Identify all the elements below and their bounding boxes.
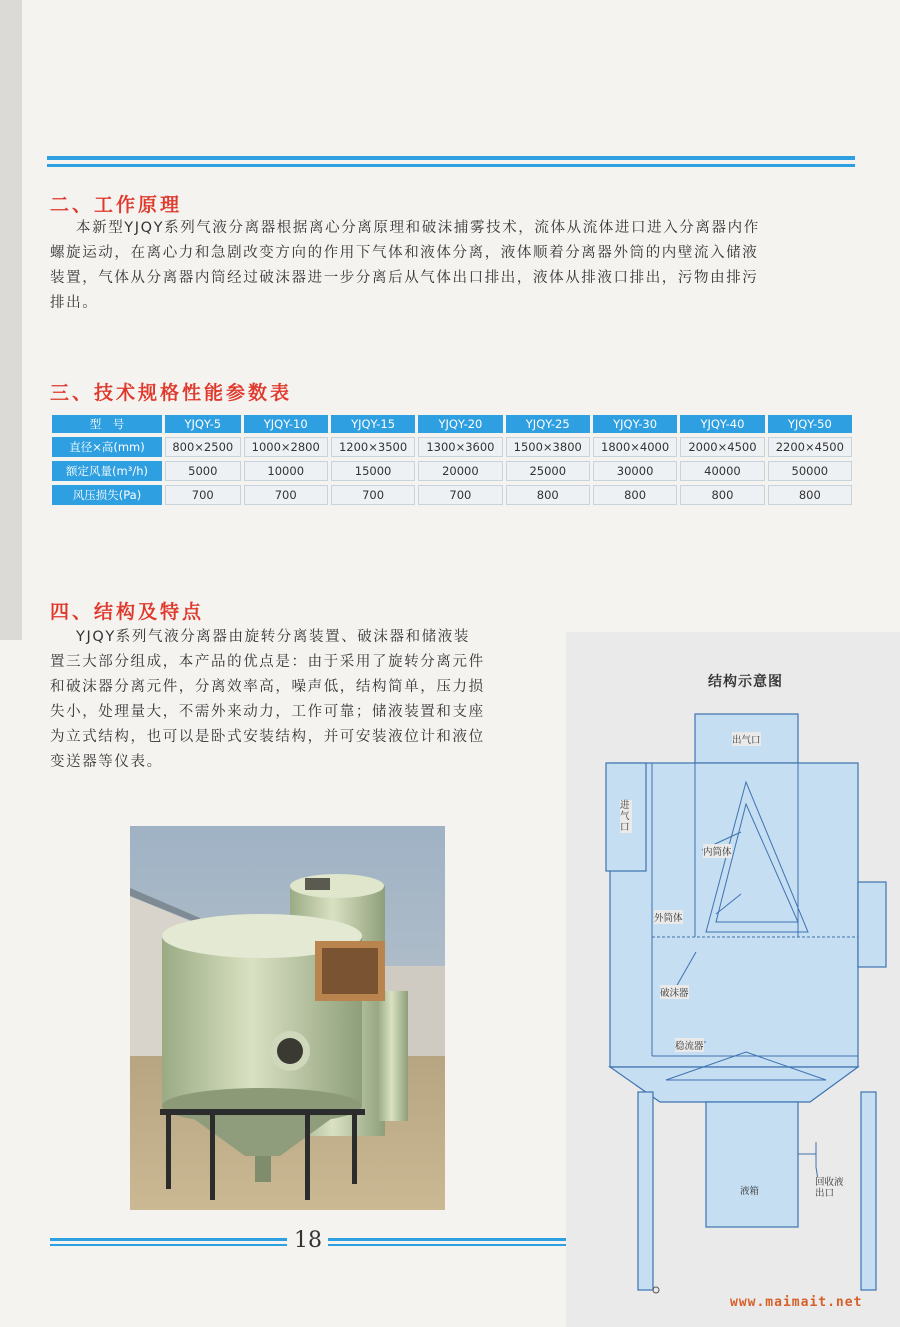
- spec-value-cell: 800×2500: [165, 437, 241, 457]
- spec-row-airflow: [52, 461, 852, 481]
- spec-value-cell: 5000: [165, 461, 241, 481]
- spec-row-label: 额定风量(m³/h): [52, 461, 162, 481]
- spec-value-cell: 800: [768, 485, 852, 505]
- spec-table: [49, 411, 855, 509]
- diagram-label-demister: 破沫器: [660, 985, 689, 999]
- spec-model-cell: YJQY-30: [593, 415, 677, 433]
- section-paragraph-line: YJQY系列气液分离器由旋转分离装置、破沫器和储液装: [76, 629, 471, 645]
- spec-model-cell: YJQY-20: [418, 415, 502, 433]
- spec-row-label: 风压损失(Pa): [52, 485, 162, 505]
- section-paragraph-line: 失小，处理量大，不需外来动力，工作可靠；储液装置和支座: [50, 704, 485, 720]
- section-heading-working-principle: 二、工作原理: [50, 194, 183, 216]
- spec-value-cell: 1200×3500: [331, 437, 415, 457]
- spec-header-label: 型 号: [52, 415, 162, 433]
- spec-header-row: [52, 415, 852, 433]
- spec-value-cell: 15000: [331, 461, 415, 481]
- spec-value-cell: 1800×4000: [593, 437, 677, 457]
- section-paragraph-line: 排出。: [50, 295, 99, 311]
- section-paragraph-line: 装置，气体从分离器内筒经过破沫器进一步分离后从气体出口排出，液体从排液口排出，污物由排污: [50, 270, 759, 286]
- section-heading-structure: 四、结构及特点: [50, 601, 205, 623]
- spec-model-cell: YJQY-40: [680, 415, 764, 433]
- spec-value-cell: 10000: [244, 461, 328, 481]
- spec-model-cell: YJQY-50: [768, 415, 852, 433]
- spec-value-cell: 700: [331, 485, 415, 505]
- website-watermark: www.maimait.net: [730, 1295, 863, 1310]
- section-paragraph-line: 置三大部分组成，本产品的优点是：由于采用了旋转分离元件: [50, 654, 485, 670]
- footer-rule-right: [328, 1238, 566, 1241]
- footer-rule-left-thin: [50, 1244, 287, 1246]
- diagram-label-outlet: 出气口: [732, 732, 761, 746]
- spec-value-cell: 20000: [418, 461, 502, 481]
- spec-value-cell: 700: [244, 485, 328, 505]
- spec-value-cell: 2000×4500: [680, 437, 764, 457]
- spec-value-cell: 700: [418, 485, 502, 505]
- page-edge-shadow: [0, 0, 22, 640]
- section-heading-spec-table: 三、技术规格性能参数表: [50, 382, 293, 404]
- diagram-label-outer-tube: 外筒体: [654, 910, 683, 924]
- section-paragraph-line: 本新型YJQY系列气液分离器根据离心分离原理和破沫捕雾技术，流体从流体进口进入分离器内作: [76, 220, 760, 236]
- spec-value-cell: 800: [593, 485, 677, 505]
- spec-value-cell: 700: [165, 485, 241, 505]
- diagram-label-drain-outlet: 回收液出口: [815, 1177, 847, 1199]
- spec-model-cell: YJQY-25: [506, 415, 590, 433]
- spec-value-cell: 1300×3600: [418, 437, 502, 457]
- section-paragraph-line: 和破沫器分离元件，分离效率高，噪声低，结构简单，压力损: [50, 679, 485, 695]
- section-paragraph-line: 螺旋运动，在离心力和急剧改变方向的作用下气体和液体分离，液体顺着分离器外筒的内壁流入储液: [50, 245, 759, 261]
- spec-value-cell: 2200×4500: [768, 437, 852, 457]
- footer-rule-left: [50, 1238, 287, 1241]
- spec-value-cell: 1000×2800: [244, 437, 328, 457]
- spec-row-size: [52, 437, 852, 457]
- diagram-label-liquid-tank: 液箱: [740, 1186, 760, 1197]
- section-paragraph-line: 变送器等仪表。: [50, 754, 163, 770]
- spec-model-cell: YJQY-15: [331, 415, 415, 433]
- top-rule-thin: [47, 164, 855, 167]
- diagram-label-inner-tube: 内筒体: [703, 844, 732, 858]
- spec-value-cell: 50000: [768, 461, 852, 481]
- spec-value-cell: 40000: [680, 461, 764, 481]
- spec-value-cell: 800: [506, 485, 590, 505]
- diagram-label-swirl-stabilizer: 稳流器: [675, 1038, 704, 1052]
- spec-value-cell: 30000: [593, 461, 677, 481]
- spec-model-cell: YJQY-5: [165, 415, 241, 433]
- spec-value-cell: 1500×3800: [506, 437, 590, 457]
- spec-value-cell: 25000: [506, 461, 590, 481]
- spec-model-cell: YJQY-10: [244, 415, 328, 433]
- top-rule-thick: [47, 156, 855, 160]
- spec-row-label: 直径×高(mm): [52, 437, 162, 457]
- spec-value-cell: 800: [680, 485, 764, 505]
- footer-rule-right-thin: [328, 1244, 566, 1246]
- diagram-label-inlet: 进气口: [620, 800, 632, 833]
- product-photo: [130, 826, 445, 1210]
- spec-row-pressure-loss: [52, 485, 852, 505]
- page-number: 18: [294, 1228, 322, 1253]
- diagram-title: 结构示意图: [708, 674, 783, 690]
- section-paragraph-line: 为立式结构，也可以是卧式安装结构，并可安装液位计和液位: [50, 729, 485, 745]
